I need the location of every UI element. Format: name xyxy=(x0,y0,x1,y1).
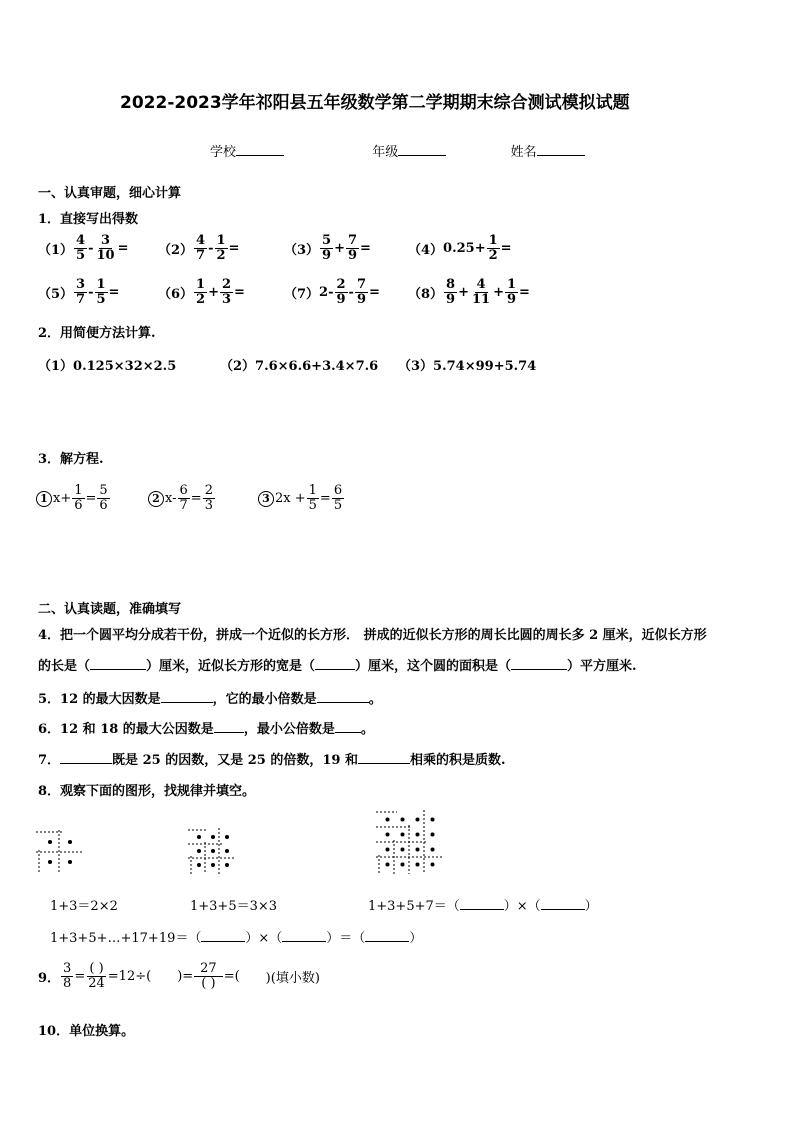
q1-frac-b xyxy=(470,278,492,308)
q1-frac-a xyxy=(74,234,87,264)
q4-line2 xyxy=(38,655,637,674)
q3-prefix: x+ xyxy=(53,491,72,507)
q1-frac-a xyxy=(335,278,348,308)
q1-frac-b-den: 9 xyxy=(348,248,358,264)
q3-label: 3．解方程. xyxy=(38,452,104,467)
q1-item-2 xyxy=(158,234,239,264)
q8-cap3-text-a: 1+3+5+7＝（ xyxy=(368,899,460,914)
dot xyxy=(401,863,405,867)
q5 xyxy=(38,688,382,707)
dot xyxy=(431,863,435,867)
dot xyxy=(431,848,435,852)
dot xyxy=(68,840,72,844)
q2-label: 2．用简便方法计算. xyxy=(38,326,156,341)
q1-frac-c-den: 9 xyxy=(507,292,517,308)
q8-label: 8．观察下面的图形，找规律并填空。 xyxy=(38,784,256,799)
q7-blank-1[interactable] xyxy=(60,751,112,764)
grade-blank[interactable] xyxy=(398,143,446,156)
q6 xyxy=(38,718,374,737)
q9-frac-b-num[interactable]: ( ) xyxy=(89,961,104,976)
q1-frac-b xyxy=(215,234,228,264)
q7 xyxy=(38,749,505,768)
q1-frac-b-den: 2 xyxy=(216,248,226,264)
q8-caption-3 xyxy=(368,895,598,914)
q1-item-equals: = xyxy=(117,241,129,257)
q1-frac-b xyxy=(355,278,368,308)
q3-equals: = xyxy=(190,491,202,507)
q1-frac-b-num: 1 xyxy=(216,233,226,248)
q1-frac-b-den: 9 xyxy=(356,292,366,308)
q3-frac-b-den: 6 xyxy=(99,498,108,514)
q6-blank-1[interactable] xyxy=(214,720,244,733)
q1-item-equals: = xyxy=(234,285,245,301)
q1-item-5 xyxy=(38,278,119,308)
q1-frac-a-num: 4 xyxy=(76,233,86,248)
q3-prefix: 2x + xyxy=(275,491,306,507)
dot xyxy=(225,849,229,853)
q9-frac-a-den: 8 xyxy=(63,976,72,992)
q4-text-a: 的长是（ xyxy=(38,659,91,674)
q8-cap3-blank-1[interactable] xyxy=(460,897,504,910)
q1-item-equals: = xyxy=(519,285,530,301)
circled-number-icon: 1 xyxy=(36,491,52,507)
q1-label: 1．直接写出得数 xyxy=(38,212,139,227)
q1-frac-a-num: 4 xyxy=(196,233,206,248)
dot xyxy=(225,863,229,867)
q3-frac-a xyxy=(72,484,84,514)
q9-frac-c-num: 27 xyxy=(194,962,223,977)
q1-item-operator: - xyxy=(88,285,94,301)
q1-item-equals: = xyxy=(500,241,512,257)
q1-frac-c-num: 1 xyxy=(507,277,517,292)
q8-line-text-b: ）×（ xyxy=(245,931,283,946)
circled-number-icon: 3 xyxy=(258,491,274,507)
dot xyxy=(197,863,201,867)
q4-text-d: ）平方厘米. xyxy=(567,659,637,674)
q9-frac-b xyxy=(86,962,107,992)
q1-item-8 xyxy=(408,278,530,308)
q3-frac-b-den: 5 xyxy=(333,498,343,514)
q9-text-tail2: )(填小数) xyxy=(265,971,320,987)
q9: 9． $\frac{3}{8}$ = $\frac{( )}{24}$ =12÷( )= $\frac{27}{( )}$ =( )(填小数) xyxy=(38,961,320,992)
q1-item-1 xyxy=(38,234,129,264)
q1-frac-b xyxy=(95,278,108,308)
q4-blank-width[interactable] xyxy=(315,657,355,670)
q1-frac-a xyxy=(194,278,207,308)
q3-frac-b xyxy=(203,484,215,514)
q10-label: 10．单位换算。 xyxy=(38,1024,135,1039)
q1-frac-b-num: 2 xyxy=(222,277,232,292)
dot xyxy=(211,849,215,853)
q3-frac-a-den: 6 xyxy=(74,498,83,514)
dot xyxy=(416,863,420,867)
q1-frac-a-den: 5 xyxy=(76,248,86,264)
q4-text-b: ）厘米，近似长方形的宽是（ xyxy=(146,659,316,674)
q1-item-number: （1） xyxy=(38,243,74,259)
q8-caption-2: 1+3+5＝3×3 xyxy=(190,899,278,914)
q3-frac-a-den: 7 xyxy=(179,498,188,514)
q3-equals: = xyxy=(319,491,331,507)
q8-line-blank-3[interactable] xyxy=(365,929,409,942)
dot xyxy=(211,835,215,839)
q9-frac-a-num: 3 xyxy=(63,961,72,976)
q1-frac-a xyxy=(487,234,500,264)
q1-frac-a xyxy=(444,278,457,308)
dot xyxy=(386,833,390,837)
q1-item-3 xyxy=(284,234,371,264)
q3-equation-2 xyxy=(148,484,216,514)
q5-text-c: 。 xyxy=(368,692,382,707)
q8-cap3-blank-2[interactable] xyxy=(541,897,585,910)
q1-item-prefix: 2- xyxy=(319,285,334,301)
q9-number: 9． xyxy=(38,971,61,987)
grade-label: 年级 xyxy=(372,145,399,160)
q4-line1: 4．把一个圆平均分成若干份，拼成一个近似的长方形． 拼成的近似长方形的周长比圆的周长多 2 厘米，近似长方形 xyxy=(38,628,707,643)
dot xyxy=(386,863,390,867)
dot xyxy=(197,849,201,853)
dot xyxy=(68,860,72,864)
q1-frac-b-den: 3 xyxy=(222,292,232,308)
q1-frac-b xyxy=(220,278,233,308)
q7-blank-2[interactable] xyxy=(358,751,410,764)
q4-blank-length[interactable] xyxy=(90,657,146,670)
q6-text-c: 。 xyxy=(360,722,374,737)
q3-frac-b-num: 5 xyxy=(99,483,108,498)
q1-frac-a-num: 8 xyxy=(446,277,456,292)
q1-item-operator: + xyxy=(334,241,345,257)
q9-frac-b-den: 24 xyxy=(88,976,105,992)
q1-item-4 xyxy=(408,234,512,264)
q6-text-a: 6．12 和 18 的最大公因数是 xyxy=(38,722,214,737)
q1-frac-a-den: 9 xyxy=(336,292,346,308)
dot xyxy=(431,818,435,822)
q1-frac-a-num: 5 xyxy=(322,233,332,248)
q8-line xyxy=(50,927,422,946)
q1-frac-b-num: 4 xyxy=(476,277,486,292)
q1-item-6 xyxy=(158,278,245,308)
dot xyxy=(416,818,420,822)
q3-frac-a xyxy=(307,484,319,514)
q1-frac-b xyxy=(346,234,359,264)
q8-line-text-a: 1+3+5+…+17+19＝（ xyxy=(50,931,202,946)
q1-item-operator: - xyxy=(88,241,94,257)
dot xyxy=(416,833,420,837)
dot xyxy=(416,848,420,852)
dot xyxy=(48,840,52,844)
q3-prefix: x- xyxy=(165,491,177,507)
q8-line-blank-1[interactable] xyxy=(201,929,245,942)
q3-equation-3 xyxy=(258,484,345,514)
q2-item-2: （2）7.6×6.6+3.4×7.6 xyxy=(220,359,379,374)
q8-cap3-text-b: ）×（ xyxy=(503,899,541,914)
dot xyxy=(401,848,405,852)
q1-item-number: （6） xyxy=(158,287,194,303)
q3-frac-b xyxy=(97,484,109,514)
dot xyxy=(386,848,390,852)
q5-blank-2[interactable] xyxy=(317,690,369,703)
dot xyxy=(401,833,405,837)
q1-item-equals: = xyxy=(108,285,120,301)
q1-frac-a-num: 1 xyxy=(196,277,206,292)
q9-frac-c-den[interactable]: ( ) xyxy=(201,976,216,992)
q1-frac-a-den: 9 xyxy=(446,292,456,308)
q3-frac-a-den: 5 xyxy=(308,498,317,514)
q3-frac-b-den: 3 xyxy=(204,498,213,514)
q5-text-a: 5．12 的最大因数是 xyxy=(38,692,161,707)
q1-item-number: （2） xyxy=(158,243,194,259)
q1-frac-b-num: 7 xyxy=(348,233,358,248)
name-blank[interactable] xyxy=(537,143,585,156)
q1-frac-a xyxy=(320,234,333,264)
dot xyxy=(401,818,405,822)
q3-frac-b-num: 6 xyxy=(333,483,343,498)
q7-text-c: 相乘的积是质数. xyxy=(409,753,506,768)
q9-text-mid: =12÷( xyxy=(107,969,152,985)
q1-frac-b xyxy=(95,234,117,264)
dot xyxy=(211,863,215,867)
name-label: 姓名 xyxy=(510,145,537,160)
q3-frac-a-num: 1 xyxy=(74,483,83,498)
q8-caption-1: 1+3＝2×2 xyxy=(50,899,118,914)
q7-text-b: 既是 25 的因数，又是 25 的倍数，19 和 xyxy=(112,753,358,768)
q1-item-number: （4） xyxy=(408,243,444,259)
q1-item-operator: + xyxy=(208,285,219,301)
q1-frac-b-num: 1 xyxy=(96,277,106,292)
circled-number-icon: 2 xyxy=(148,491,164,507)
q1-frac-a-den: 7 xyxy=(196,248,206,264)
q1-item-number: （3） xyxy=(284,243,320,259)
q6-text-b: ，最小公倍数是 xyxy=(243,722,335,737)
q9-frac-c xyxy=(194,962,223,992)
q3-frac-a-num: 1 xyxy=(308,483,317,498)
q5-text-b: ，它的最小倍数是 xyxy=(212,692,317,707)
q8-line-text-d: ） xyxy=(409,931,423,946)
q1-item-operator: + xyxy=(458,285,469,301)
q1-item-7 xyxy=(284,278,380,308)
q7-text-a: 7． xyxy=(38,753,61,768)
q1-frac-a xyxy=(194,234,207,264)
q1-item-operator-2: + xyxy=(493,285,504,301)
q4-text-c: ）厘米，这个圆的面积是（ xyxy=(355,659,512,674)
q1-item-equals: = xyxy=(360,241,371,257)
q1-item-equals: = xyxy=(228,241,240,257)
q3-frac-a xyxy=(178,484,190,514)
q1-item-number: （7） xyxy=(284,287,320,303)
q1-frac-b-den: 11 xyxy=(472,292,491,308)
q1-frac-b-num: 3 xyxy=(101,233,111,248)
q1-frac-a-den: 7 xyxy=(76,292,86,308)
q9-frac-a xyxy=(61,962,73,992)
dot-pattern-figures xyxy=(36,808,496,880)
q1-item-number: （8） xyxy=(408,287,444,303)
school-blank[interactable] xyxy=(236,143,284,156)
q9-text-tail: =( xyxy=(223,969,240,985)
q1-frac-a-den: 2 xyxy=(196,292,206,308)
q2-item-3: （3）5.74×99+5.74 xyxy=(398,359,537,374)
dot xyxy=(197,835,201,839)
q1-frac-a-den: 9 xyxy=(322,248,332,264)
q3-equation-1 xyxy=(36,484,111,514)
section2-heading: 二、认真读题，准确填写 xyxy=(38,602,182,617)
section1-heading: 一、认真审题，细心计算 xyxy=(38,186,182,201)
q1-frac-b-num: 7 xyxy=(356,277,366,292)
q1-item-number: （5） xyxy=(38,287,74,303)
q5-blank-1[interactable] xyxy=(161,690,213,703)
q9-text-mid2: )= xyxy=(177,969,194,985)
q1-item-equals: = xyxy=(369,285,380,301)
dot xyxy=(386,818,390,822)
header-fields xyxy=(210,141,585,160)
q2-item-1: （1）0.125×32×2.5 xyxy=(38,359,177,374)
q8-cap3-text-c: ） xyxy=(584,899,598,914)
dot xyxy=(431,833,435,837)
q1-frac-a-den: 2 xyxy=(488,248,498,264)
q3-frac-a-num: 6 xyxy=(179,483,188,498)
q4-blank-area[interactable] xyxy=(511,657,567,670)
q1-frac-b-den: 5 xyxy=(96,292,106,308)
q1-frac-a-num: 2 xyxy=(336,277,346,292)
q3-frac-b xyxy=(332,484,344,514)
q3-frac-b-num: 2 xyxy=(204,483,213,498)
q1-frac-c xyxy=(505,278,518,308)
dot xyxy=(48,860,52,864)
q8-line-text-c: ）＝（ xyxy=(326,931,366,946)
q1-item-operator: - xyxy=(348,285,354,301)
page-title: 2022-2023学年祁阳县五年级数学第二学期期末综合测试模拟试题 xyxy=(120,93,630,113)
q1-frac-b-den: 10 xyxy=(96,248,115,264)
dot xyxy=(225,835,229,839)
q8-line-blank-2[interactable] xyxy=(282,929,326,942)
q6-blank-2[interactable] xyxy=(335,720,361,733)
q1-item-operator: - xyxy=(208,241,214,257)
q1-frac-a xyxy=(74,278,87,308)
q3-equals: = xyxy=(85,491,97,507)
q1-frac-a-num: 1 xyxy=(488,233,498,248)
q1-frac-a-num: 3 xyxy=(76,277,86,292)
q1-item-prefix: 0.25+ xyxy=(443,241,486,257)
school-label: 学校 xyxy=(210,145,237,160)
